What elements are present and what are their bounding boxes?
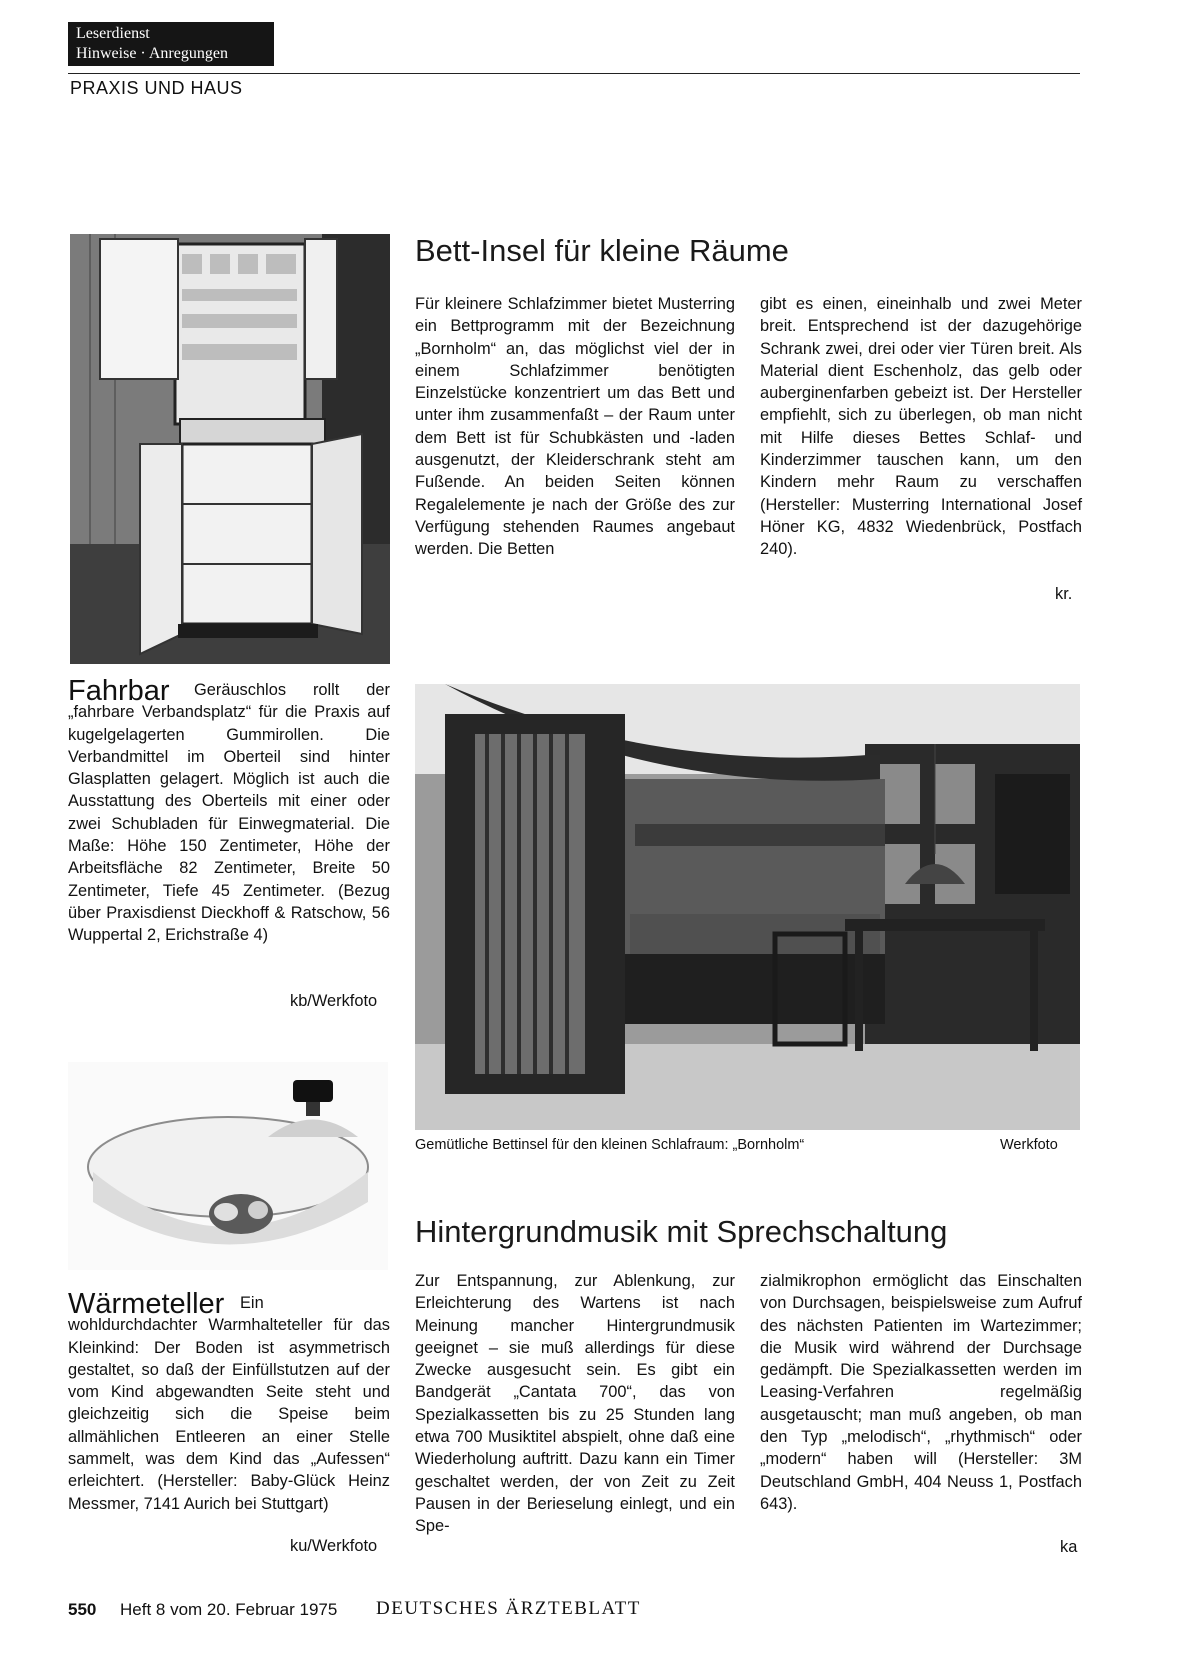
tag-line-1: Leserdienst <box>76 25 150 42</box>
article4-col1: Zur Entspannung, zur Ablenkung, zur Erleichterung des Wartens ist nach Meinung mancher Hintergrundmusik geeignet – sie muß allerdings für diese Zwecke ausgesucht sein. Es gibt ein Bandgerät „Cantata 700“, das von Spezialkassetten bis zu 25 Stunden lang etwa 700 Musiktitel abspielt, ohne daß eine Wiederholung auftritt. Dazu kann ein Timer geschaltet werden, der von Zeit zu Zeit Pausen in der Berieselung einlegt, und ein Spe- <box>415 1272 735 1536</box>
page-number: 550 <box>68 1600 97 1619</box>
tag-line-2: Hinweise · Anregungen <box>76 45 228 62</box>
article2-body: Geräuschlos rollt der „fahrbare Verbandsplatz“ für die Praxis auf kugelgelagerten Gummirollen. Die Verbandmittel im Oberteil sind hinter Glasplatten gelagert. Möglich ist auch die Ausstattung des Oberteils mit einer oder zwei Schubladen für Einwegmaterial. Die Maße: Höhe 150 Zentimeter, Höhe der Arbeitsfläche 82 Zentimeter, Breite 50 Zentimeter, Tiefe 45 Zentimeter. (Bezug über Praxisdienst Dieckhoff & Ratschow, 56 Wuppertal 2, Erichstraße 4) <box>68 681 390 945</box>
bedroom-caption: Gemütliche Bettinsel für den kleinen Schlafraum: „Bornholm“ <box>415 1137 805 1153</box>
kicker-fahrbar: Fahrbar <box>68 675 170 707</box>
header-rule <box>68 73 1080 74</box>
section-tag <box>68 22 274 66</box>
headline-bett-insel: Bett-Insel für kleine Räume <box>415 233 789 268</box>
kicker-waermeteller: Wärmeteller <box>68 1288 225 1320</box>
headline-hintergrundmusik: Hintergrundmusik mit Sprechschaltung <box>415 1214 948 1249</box>
article2-text <box>68 679 390 947</box>
article4-col2: zialmikrophon ermöglicht das Einschalten von Durchsagen, beispielsweise zum Aufruf des nächsten Patienten im Wartezimmer; die Musik wird während der Durchsage gedämpft. Die Spezialkassetten werden im Leasing-Verfahren regelmäßig ausgetauscht; man muß angeben, ob man den Typ „melodisch“, „rhythmisch“ oder „modern“ haben will (Hersteller: 3M Deutschland GmbH, 404 Neuss 1, Postfach 643). <box>760 1272 1082 1513</box>
cabinet-photo <box>70 234 390 664</box>
bedroom-photo <box>415 684 1080 1130</box>
article3-sign: ku/Werkfoto <box>290 1537 378 1555</box>
magazine-name: DEUTSCHES ÄRZTEBLATT <box>376 1598 641 1619</box>
issue-line: Heft 8 vom 20. Februar 1975 <box>120 1600 338 1619</box>
bedroom-credit: Werkfoto <box>1000 1137 1058 1153</box>
article2-sign: kb/Werkfoto <box>290 992 378 1010</box>
warming-plate-photo <box>68 1062 388 1270</box>
article1-col2: gibt es einen, eineinhalb und zwei Meter breit. Entsprechend ist der dazugehörige Schrank zwei, drei oder vier Türen breit. Als Material dient Eschenholz, das gelb oder auberginenfarben gebeizt ist. Der Hersteller empfiehlt, sich zu überlegen, ob man nicht mit Hilfe dieses Bettes Schlaf- und Kinderzimmer tauschen kann, um den Kindern mehr Raum zu verschaffen (Hersteller: Musterring International Josef Höner KG, 4832 Wiedenbrück, Postfach 240). <box>760 295 1082 559</box>
article1-sign: kr. <box>1055 585 1073 603</box>
article3-body: Ein wohldurchdachter Warmhalteteller für das Kleinkind: Der Boden ist asymmetrisch gestaltet, so daß der Einfüllstutzen auf der vom Kind abgewandten Seite steht und gleichzeitig sich die Speise beim allmählichen Entleeren an einer Stelle sammelt, was dem Kind das „Aufessen“ erleichtert. (Hersteller: Baby-Glück Heinz Messmer, 7141 Aurich bei Stuttgart) <box>68 1294 390 1513</box>
article4-sign: ka <box>1060 1538 1078 1556</box>
article3-text <box>68 1292 390 1515</box>
section-title: PRAXIS UND HAUS <box>70 78 243 98</box>
article1-col1: Für kleinere Schlafzimmer bietet Musterring ein Bettprogramm mit der Bezeichnung „Bornholm“ an, das möglichst viel der in einem Schlafzimmer benötigten Einzelstücke konzentriert um das Bett und unter ihm zusammenfaßt – der Raum unter dem Bett ist für Schubkästen und -laden ausgenutzt, der Kleiderschrank steht am Fußende. An beiden Seiten können Regalelemente je nach der Größe des zur Verfügung stehenden Raumes angebaut werden. Die Betten <box>415 295 735 559</box>
